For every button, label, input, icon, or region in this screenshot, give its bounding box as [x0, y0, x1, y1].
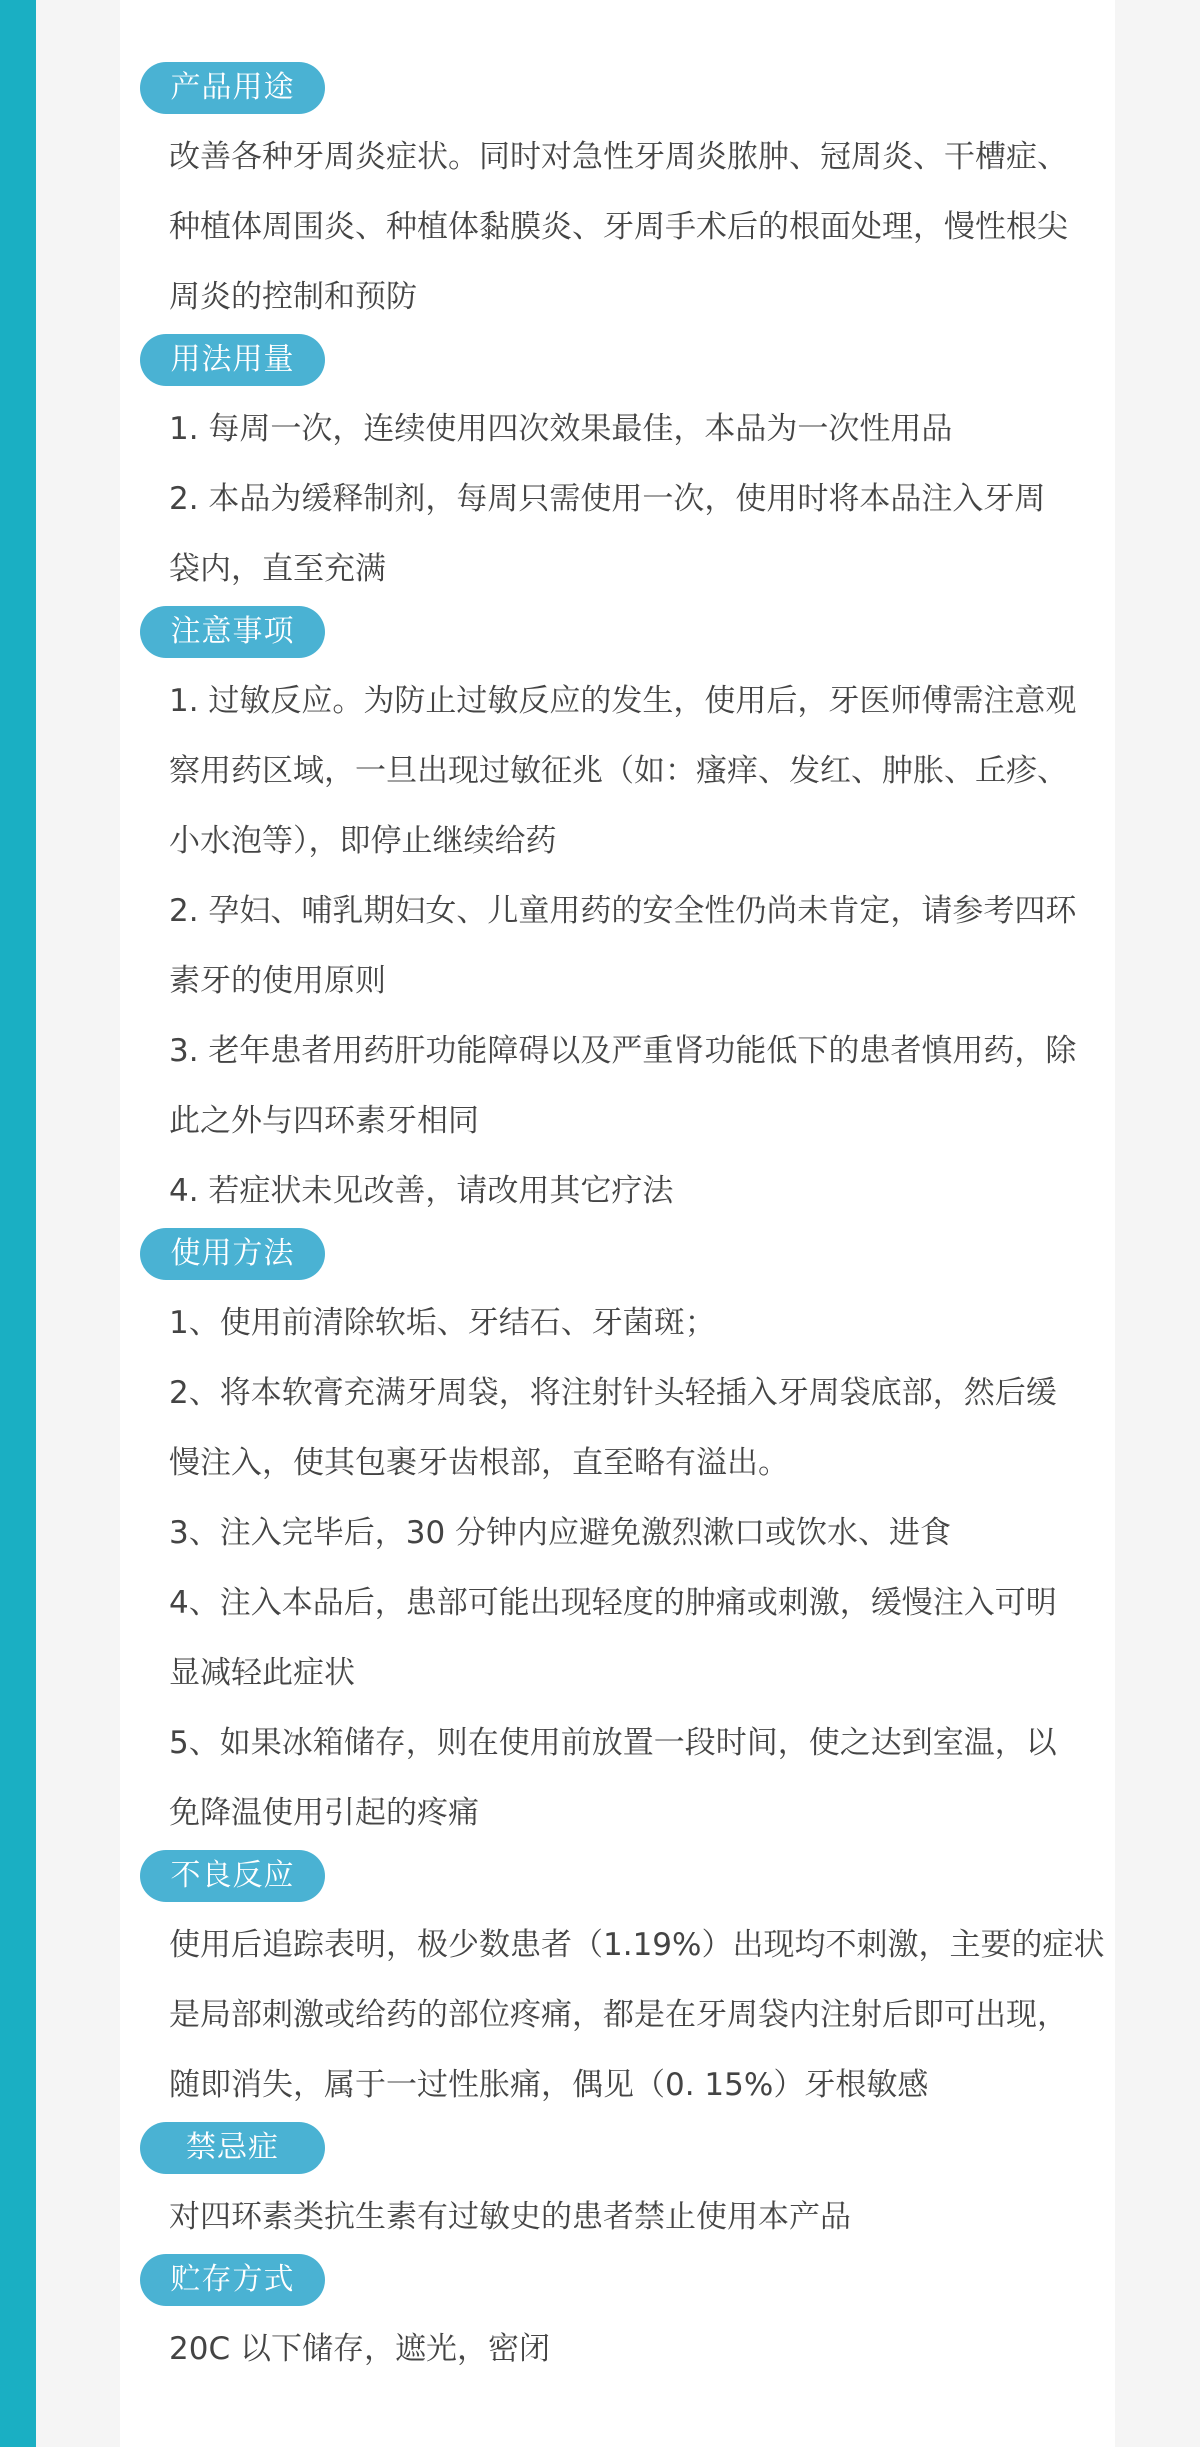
section-title-badge: 注意事项 — [140, 606, 325, 658]
text-line: 袋内，直至充满 — [169, 551, 386, 587]
text-line: 2. 孕妇、哺乳期妇女、儿童用药的安全性仍尚未肯定，请参考四环 — [169, 893, 1077, 929]
section-items — [140, 666, 1140, 1226]
section-items — [140, 2182, 1140, 2252]
list-item — [169, 876, 1140, 1016]
section-title-badge: 产品用途 — [140, 62, 325, 114]
list-item — [169, 394, 1140, 464]
text-line: 3、注入完毕后，30 分钟内应避免激烈漱口或饮水、进食 — [169, 1515, 952, 1551]
section-0 — [140, 62, 1140, 332]
section-3 — [140, 1228, 1140, 1848]
section-items — [140, 2314, 1140, 2384]
section-6 — [140, 2254, 1140, 2384]
text-line: 对四环素类抗生素有过敏史的患者禁止使用本产品 — [169, 2199, 851, 2235]
list-item — [169, 1708, 1140, 1848]
left-accent-bar — [0, 0, 36, 2447]
list-item — [169, 1568, 1140, 1708]
section-title-badge: 禁忌症 — [140, 2122, 325, 2174]
text-line: 此之外与四环素牙相同 — [169, 1103, 479, 1139]
text-line: 5、如果冰箱储存，则在使用前放置一段时间，使之达到室温，以 — [169, 1725, 1057, 1761]
section-items — [140, 122, 1140, 332]
section-1 — [140, 334, 1140, 604]
text-line: 察用药区域，一旦出现过敏征兆（如：瘙痒、发红、肿胀、丘疹、 — [169, 753, 1068, 789]
list-item — [169, 2314, 1140, 2384]
text-line: 1. 每周一次，连续使用四次效果最佳，本品为一次性用品 — [169, 411, 953, 447]
section-title-badge: 使用方法 — [140, 1228, 325, 1280]
section-2 — [140, 606, 1140, 1226]
text-line: 小水泡等），即停止继续给药 — [169, 823, 557, 859]
section-title-badge: 用法用量 — [140, 334, 325, 386]
section-5 — [140, 2122, 1140, 2252]
text-line: 是局部刺激或给药的部位疼痛，都是在牙周袋内注射后即可出现， — [169, 1997, 1068, 2033]
text-line: 种植体周围炎、种植体黏膜炎、牙周手术后的根面处理，慢性根尖 — [169, 209, 1068, 245]
text-line: 1. 过敏反应。为防止过敏反应的发生，使用后，牙医师傅需注意观 — [169, 683, 1077, 719]
section-title-badge: 贮存方式 — [140, 2254, 325, 2306]
text-line: 1、使用前清除软垢、牙结石、牙菌斑； — [169, 1305, 716, 1341]
text-line: 随即消失，属于一过性胀痛，偶见（0. 15%）牙根敏感 — [169, 2067, 929, 2103]
section-items — [140, 1910, 1140, 2120]
instructions-content — [140, 62, 1140, 2386]
text-line: 改善各种牙周炎症状。同时对急性牙周炎脓肿、冠周炎、干槽症、 — [169, 139, 1068, 175]
section-items — [140, 394, 1140, 604]
list-item — [169, 1358, 1140, 1498]
section-title-badge: 不良反应 — [140, 1850, 325, 1902]
text-line: 2、将本软膏充满牙周袋，将注射针头轻插入牙周袋底部，然后缓 — [169, 1375, 1057, 1411]
text-line: 素牙的使用原则 — [169, 963, 386, 999]
list-item — [169, 666, 1140, 876]
text-line: 4. 若症状未见改善，请改用其它疗法 — [169, 1173, 674, 1209]
text-line: 慢注入，使其包裹牙齿根部，直至略有溢出。 — [169, 1445, 789, 1481]
text-line: 20C 以下储存，遮光，密闭 — [169, 2331, 550, 2367]
list-item — [169, 122, 1140, 332]
section-4 — [140, 1850, 1140, 2120]
list-item — [169, 1156, 1140, 1226]
list-item — [169, 1498, 1140, 1568]
list-item — [169, 464, 1140, 604]
text-line: 3. 老年患者用药肝功能障碍以及严重肾功能低下的患者慎用药，除 — [169, 1033, 1077, 1069]
list-item — [169, 1910, 1140, 2120]
text-line: 显减轻此症状 — [169, 1655, 355, 1691]
text-line: 使用后追踪表明，极少数患者（1.19%）出现均不刺激，主要的症状 — [169, 1927, 1105, 1963]
text-line: 4、注入本品后，患部可能出现轻度的肿痛或刺激，缓慢注入可明 — [169, 1585, 1057, 1621]
section-items — [140, 1288, 1140, 1848]
text-line: 周炎的控制和预防 — [169, 279, 417, 315]
list-item — [169, 1016, 1140, 1156]
text-line: 2. 本品为缓释制剂，每周只需使用一次，使用时将本品注入牙周 — [169, 481, 1046, 517]
text-line: 免降温使用引起的疼痛 — [169, 1795, 479, 1831]
list-item — [169, 1288, 1140, 1358]
list-item — [169, 2182, 1140, 2252]
